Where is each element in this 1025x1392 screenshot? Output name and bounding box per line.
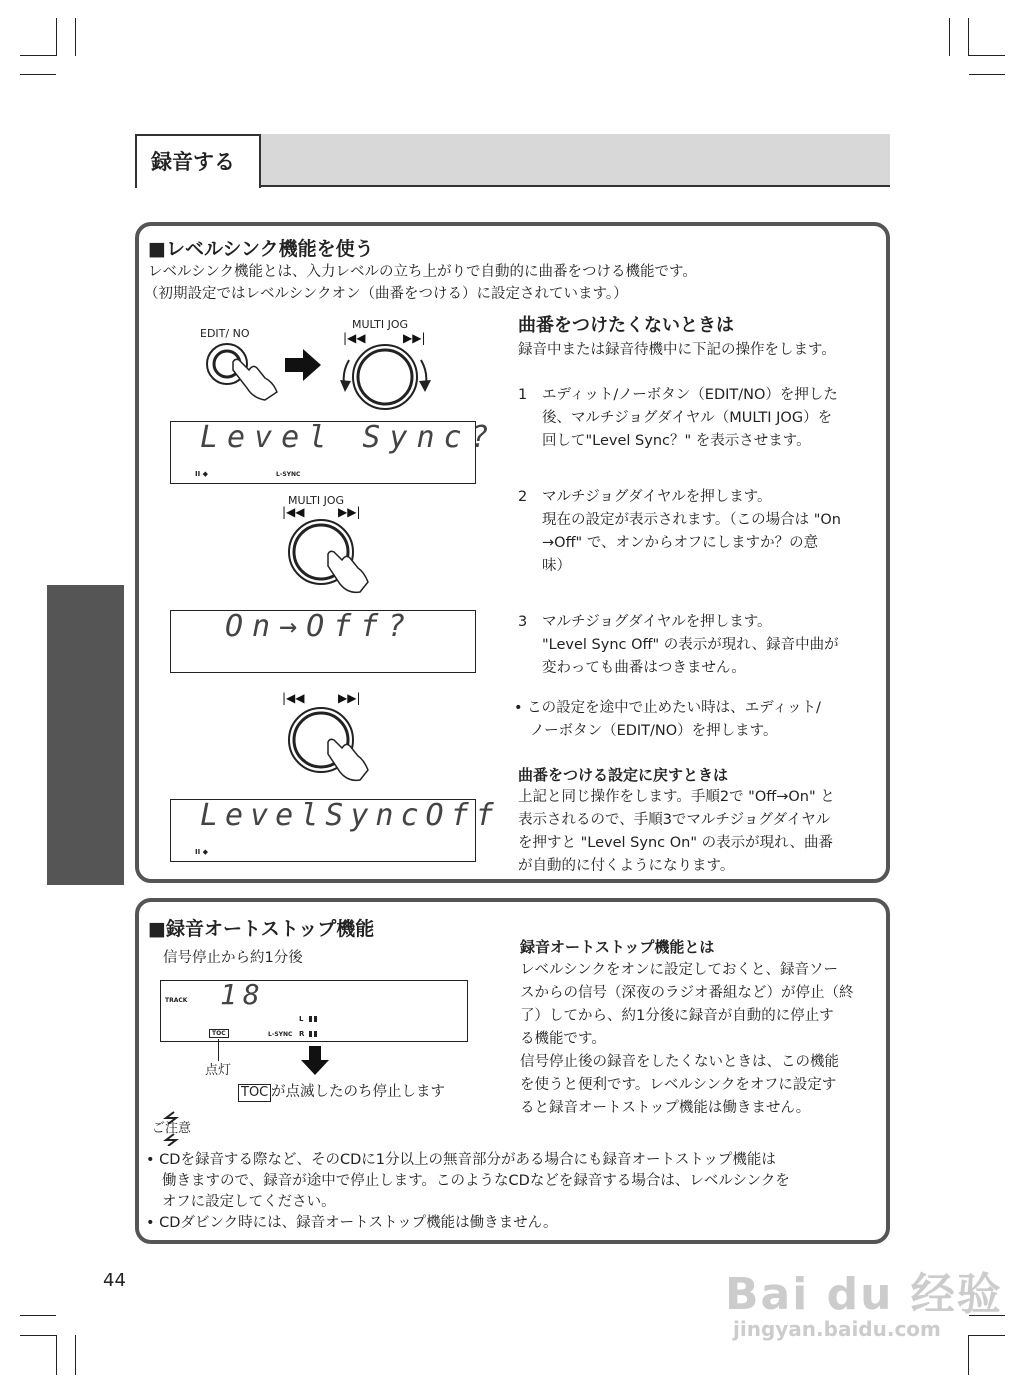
level-sync-intro-2: （初期設定ではレベルシンクオン（曲番をつける）に設定されています。） bbox=[144, 286, 628, 302]
section-title: 録音する bbox=[151, 150, 235, 174]
about-line-1: レベルシンクをオンに設定しておくと、録音ソー bbox=[520, 962, 838, 978]
multi-jog-label-2: MULTI JOG bbox=[288, 494, 345, 507]
about-line-4: る機能です。 bbox=[520, 1031, 606, 1047]
lcd-track-num: 18 bbox=[220, 978, 266, 1011]
caution-1-line-2: 働きますので、録音が途中で停止します。このようなCDなどを録音する場合は、レベルシンクを bbox=[162, 1173, 790, 1189]
step-2-line-2: 現在の設定が表示されます。（この場合は "On bbox=[542, 512, 841, 528]
lcd-r-label: R bbox=[299, 1030, 305, 1038]
restore-line-4: が自動的に付くようになります。 bbox=[518, 858, 735, 874]
about-line-3: 了）してから、約1分後に録音が自動的に停止す bbox=[520, 1008, 834, 1024]
multi-jog-label-1: MULTI JOG bbox=[352, 318, 409, 331]
lcd-indicator-1: II ◆ bbox=[195, 470, 209, 478]
edit-no-button-press-icon bbox=[195, 340, 285, 405]
lcd-l-meter bbox=[309, 1016, 312, 1022]
lcd-indicator-3: II ◆ bbox=[195, 848, 209, 856]
multi-jog-press-icon bbox=[278, 506, 383, 596]
step-3-num: 3 bbox=[518, 614, 528, 630]
lcd-text-level-sync: Level Sync? bbox=[200, 420, 498, 455]
step-2-line-1: マルチジョグダイヤルを押します。 bbox=[542, 489, 772, 505]
watermark-url: jingyan.baidu.com bbox=[733, 1317, 941, 1341]
caution-1-line-3: オフに設定してください。 bbox=[162, 1194, 336, 1210]
step-1-line-2: 後、マルチジョグダイヤル（MULTI JOG）を bbox=[542, 410, 833, 426]
lcd-lsync-label-2: L-SYNC bbox=[268, 1031, 293, 1038]
step-1-num: 1 bbox=[518, 387, 528, 403]
svg-text:▶▶|: ▶▶| bbox=[403, 331, 426, 345]
step-2-num: 2 bbox=[518, 489, 528, 505]
lcd-r-meter bbox=[309, 1031, 312, 1037]
crop-mark bbox=[75, 1335, 76, 1375]
crop-mark bbox=[968, 18, 969, 56]
auto-stop-caption: 信号停止から約1分後 bbox=[163, 950, 303, 966]
cancel-note-line-1: • この設定を途中で止めたい時は、エディット/ bbox=[514, 700, 821, 716]
about-line-6: を使うと便利です。レベルシンクをオフに設定す bbox=[520, 1077, 837, 1093]
crop-mark bbox=[75, 18, 76, 56]
svg-text:▶▶|: ▶▶| bbox=[338, 691, 361, 705]
crop-mark bbox=[969, 74, 1005, 75]
level-sync-intro-1: レベルシンク機能とは、入力レベルの立ち上がりで自動的に曲番をつける機能です。 bbox=[148, 264, 697, 280]
step-2-line-4: 味） bbox=[542, 558, 571, 574]
auto-stop-heading: ■録音オートストップ機能 bbox=[148, 918, 375, 940]
lcd-toc-label: TOC bbox=[209, 1029, 229, 1038]
crop-mark bbox=[969, 55, 1005, 56]
crop-mark bbox=[56, 18, 57, 56]
lcd-track-label: TRACK bbox=[165, 997, 188, 1004]
toc-inline-label: TOC bbox=[238, 1084, 271, 1102]
crop-mark bbox=[20, 55, 56, 56]
restore-line-3: を押すと "Level Sync On" の表示が現れ、曲番 bbox=[518, 835, 833, 851]
arrow-down-icon bbox=[300, 1046, 330, 1076]
svg-text:|◀◀: |◀◀ bbox=[343, 331, 366, 345]
auto-stop-about-heading: 録音オートストップ機能とは bbox=[520, 938, 715, 956]
side-tab bbox=[47, 585, 124, 885]
lit-label: 点灯 bbox=[205, 1063, 232, 1078]
lcd-text-level-sync-off: LevelSyncOff bbox=[200, 798, 501, 833]
about-line-7: ると録音オートストップ機能は働きません。 bbox=[520, 1100, 811, 1116]
about-line-5: 信号停止後の録音をしたくないときは、この機能 bbox=[520, 1054, 839, 1070]
no-track-heading: 曲番をつけたくないときは bbox=[518, 315, 734, 336]
about-line-2: スからの信号（深夜のラジオ番組など）が停止（終 bbox=[520, 985, 854, 1001]
lcd-r-meter bbox=[314, 1031, 317, 1037]
lcd-l-label: L bbox=[299, 1015, 304, 1023]
step-1-line-3: 回して"Level Sync？" を表示させます。 bbox=[542, 433, 811, 449]
lcd-l-meter bbox=[314, 1016, 317, 1022]
watermark-logo: Bai du 经验 bbox=[725, 1269, 1003, 1320]
step-3-line-3: 変わっても曲番はつきません。 bbox=[542, 660, 746, 676]
lcd-text-on-off: On→Off? bbox=[225, 609, 415, 644]
edit-no-label: EDIT/ NO bbox=[200, 327, 250, 340]
step-1-line-1: エディット/ノーボタン（EDIT/NO）を押した bbox=[542, 387, 838, 403]
crop-mark bbox=[20, 1315, 56, 1316]
lit-leader-line bbox=[218, 1039, 219, 1061]
restore-line-2: 表示されるので、手順3でマルチジョグダイヤル bbox=[518, 812, 831, 828]
crop-mark bbox=[949, 18, 950, 56]
crop-mark bbox=[968, 1335, 969, 1375]
multi-jog-rotate-icon bbox=[335, 330, 440, 415]
cancel-note-line-2: ノーボタン（EDIT/NO）を押します。 bbox=[530, 723, 778, 739]
lcd-lsync-label: L-SYNC bbox=[276, 471, 301, 478]
multi-jog-press-icon-2 bbox=[278, 690, 383, 785]
level-sync-heading: ■レベルシンク機能を使う bbox=[148, 238, 374, 260]
restore-heading: 曲番をつける設定に戻すときは bbox=[518, 766, 729, 784]
toc-message: が点滅したのち停止します bbox=[271, 1084, 445, 1100]
svg-text:▶▶|: ▶▶| bbox=[338, 506, 361, 519]
svg-text:|◀◀: |◀◀ bbox=[282, 691, 305, 705]
crop-mark bbox=[20, 74, 56, 75]
caution-2-line-1: • CDダビンク時には、録音オートストップ機能は働きません。 bbox=[146, 1215, 558, 1231]
arrow-right-icon bbox=[283, 347, 323, 383]
crop-mark bbox=[969, 1335, 1005, 1336]
step-3-line-1: マルチジョグダイヤルを押します。 bbox=[542, 614, 772, 630]
crop-mark bbox=[56, 1335, 57, 1375]
step-3-line-2: "Level Sync Off" の表示が現れ、録音中曲が bbox=[542, 637, 839, 653]
crop-mark bbox=[20, 1335, 56, 1336]
no-track-lead: 録音中または録音待機中に下記の操作をします。 bbox=[518, 342, 836, 358]
restore-line-1: 上記と同じ操作をします。手順2で "Off→On" と bbox=[518, 789, 835, 805]
caution-1-line-1: • CDを録音する際など、そのCDに1分以上の無音部分がある場合にも録音オートストップ機能は bbox=[146, 1152, 776, 1168]
svg-text:|◀◀: |◀◀ bbox=[282, 506, 305, 519]
caution-label: ご注意 bbox=[152, 1121, 192, 1136]
step-2-line-3: →Off" で、オンからオフにしますか？の意 bbox=[542, 535, 819, 551]
page-number: 44 bbox=[103, 1270, 126, 1291]
